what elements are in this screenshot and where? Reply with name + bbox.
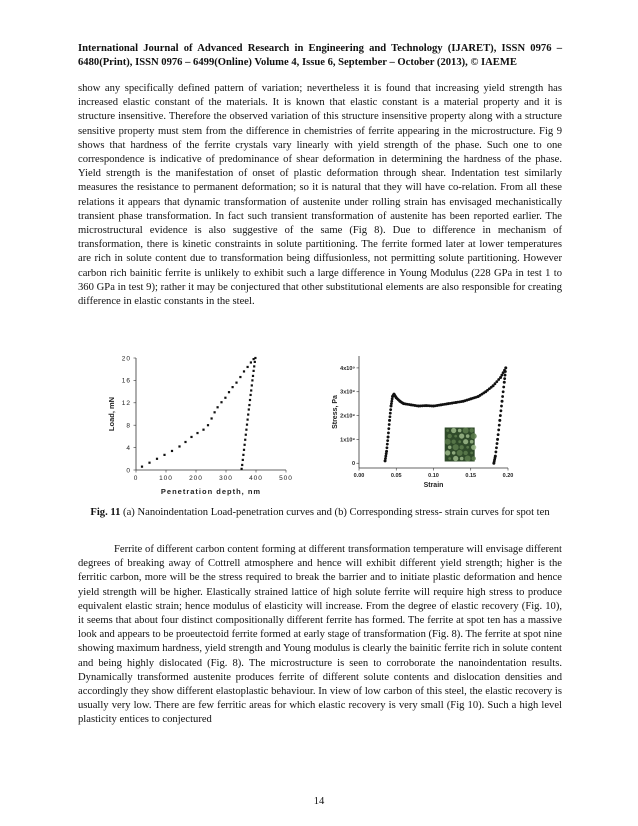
data-point-interp	[389, 408, 392, 411]
data-point	[184, 441, 186, 443]
data-point	[250, 361, 252, 363]
data-point-interp	[390, 402, 393, 405]
data-point-interp	[504, 370, 507, 373]
data-point-interp	[494, 382, 497, 385]
data-point	[250, 394, 252, 396]
data-point	[239, 376, 241, 378]
load-penetration-chart	[107, 355, 293, 496]
micrograph-grain	[466, 434, 470, 438]
stress-strain-chart	[332, 356, 513, 489]
data-point-interp	[430, 405, 433, 408]
x-tick-label: 0.15	[465, 473, 477, 479]
data-point-interp	[386, 439, 389, 442]
y-tick-label: 3x10⁹	[340, 389, 355, 396]
figure-11-charts	[78, 348, 562, 498]
paragraph-1: show any specifically defined pattern of variation; nevertheless it is found that increasing yield strength has increased elastic constant of the materials. It is known that elastic constant is a material property and it is structure insensitive. Therefore the observed variation of this structure insensitive property along with a structure sensitive property must stem from the difference in chemistries of ferrite appearing in the microstructure. Fig 9 shows that hardness of the ferrite crystals vary linearly with yield strength of the phase. Such one to one correspondence is indicative of predominance of shear deformation in determining the hardness of the phase. Yield strength is the manifestation of onset of plastic deformation through shear. Indentation test similarly measures the resistance to permanent deformation; so it is natural that they will have co-relation. From all these relations it appears that dynamic transformation of austenite under rolling strain has envisaged mechanistically transient phase transformation. In fact such transient transformation of austenite has been reported earlier. The microstructural evidence is also suggestive of the same (Fig 8). Due to difference in mechanism of transformation, there is kinetic constraints in solute partitioning. The ferrite formed later at lower temperatures are rich in solute content due to transformation being diffusionless, not permitting solute partitioning. However carbon rich bainitic ferrite is unlikely to exhibit such a large difference in Young Modulus (228 GPa in test 1 to 360 GPa in test 9); rather it may be conjectured that other substitutional elements are also responsible for creating difference in elastic constants in the steel.	[78, 83, 562, 308]
micrograph-grain	[471, 433, 477, 439]
data-point	[254, 361, 256, 363]
data-point-interp	[387, 427, 390, 430]
data-point-interp	[498, 424, 501, 427]
x-tick-label: 0	[133, 475, 139, 482]
data-point	[250, 389, 252, 391]
data-point	[247, 413, 249, 415]
data-point	[163, 454, 165, 456]
micrograph-grain	[457, 450, 463, 456]
data-point-interp	[482, 392, 485, 395]
data-point-interp	[445, 403, 448, 406]
micrograph-grain	[463, 451, 467, 455]
data-point	[220, 401, 222, 403]
data-point	[241, 464, 243, 466]
micrograph-grain	[446, 429, 449, 432]
data-point	[248, 408, 250, 410]
data-point-interp	[502, 386, 505, 389]
data-point-interp	[493, 460, 496, 463]
data-point	[498, 419, 501, 422]
micrograph-inset	[445, 427, 477, 461]
micrograph-grain	[470, 440, 474, 444]
figure-caption	[78, 506, 562, 520]
data-point-interp	[502, 390, 505, 393]
data-point	[503, 381, 506, 384]
micrograph-grain	[469, 428, 473, 432]
micrograph-grain	[463, 439, 468, 444]
data-point	[247, 366, 249, 368]
x-tick-label: 100	[159, 475, 173, 482]
data-point-interp	[497, 428, 500, 431]
micrograph-grain	[451, 439, 455, 443]
y-tick-label: 0	[126, 467, 131, 475]
micrograph-grain	[459, 445, 463, 449]
data-point-interp	[423, 404, 426, 407]
journal-header: International Journal of Advanced Research in Engineering and Technology (IJARET), ISSN 0976 – 6480(Print), ISSN 0976 – 6499(Online) Volume 4, Issue 6, September – October (2013), © IAEME	[78, 43, 562, 68]
data-point-interp	[384, 457, 387, 460]
y-tick-label: 16	[121, 377, 131, 385]
data-point	[245, 434, 247, 436]
data-point	[249, 399, 251, 401]
data-point-interp	[388, 423, 391, 426]
data-point	[207, 424, 209, 426]
x-tick-label: 500	[279, 475, 293, 482]
micrograph-grain	[465, 455, 471, 461]
data-point	[253, 370, 255, 372]
data-point-interp	[500, 405, 503, 408]
data-point	[232, 386, 234, 388]
x-axis-label: Strain	[423, 482, 444, 489]
micrograph-grain	[454, 435, 457, 438]
data-point	[190, 436, 192, 438]
micrograph-grain	[445, 439, 451, 445]
x-tick-label: 200	[189, 475, 203, 482]
y-tick-label: 1x10⁹	[340, 437, 355, 444]
micrograph-grain	[445, 450, 450, 455]
x-tick-label: 300	[219, 475, 233, 482]
data-point-interp	[391, 397, 394, 400]
micrograph-grain	[471, 456, 475, 460]
paragraph-2: Ferrite of different carbon content forming at different transformation temperature will envisage different degrees of breaking away of Cottrell atmosphere and hence will exhibit different yield strength; higher is the ferritic carbon, more will be the stress required to break the barrier and to initiate plastic deformation and hence yield strength will be higher. Elastically strained lattice of high solute ferrite will require high stress to produce equivalent elastic strain; hence modulus of elasticity will increase. From the degree of elastic recovery (Fig. 10), it seems that about four distinct compositionally different ferrite has formed. The ferrite at spot ten has a massive look and appears to be proeutectoid ferrite formed at early stage of transformation (Fig. 8). The ferrite at spot nine showing maximum hardness, yield strength and Young modulus is clearly the bainitic ferrite rich in solute content and being highly dislocated (Fig. 8). The microstructure is seen to corroborate the nanoindentation results. Dynamically transformed austenite produces ferrite of different solute contents and dislocation densities and accordingly they show different elastoplastic behaviour. In view of low carbon of this steel, the elastic recovery is usually very low. There are few ferritic areas for which elastic recovery is very small (Fig 10). Such a high level plasticity entices to conjectured	[78, 544, 562, 726]
data-point	[252, 375, 254, 377]
data-point-interp	[389, 412, 392, 415]
micrograph-grain	[451, 428, 456, 433]
data-point	[141, 466, 143, 468]
y-tick-label: 12	[121, 400, 131, 408]
data-point	[235, 382, 237, 384]
x-tick-label: 0.05	[390, 473, 402, 479]
micrograph-grain	[453, 444, 459, 450]
data-point	[245, 429, 247, 431]
y-axis-label: Stress, Pa	[332, 395, 339, 429]
data-point	[211, 417, 213, 419]
y-tick-label: 20	[121, 355, 131, 363]
y-tick-label: 0	[351, 461, 355, 468]
micrograph-grain	[460, 457, 464, 461]
data-point-interp	[503, 377, 506, 380]
data-point-interp	[497, 433, 500, 436]
data-point	[171, 450, 173, 452]
micrograph-grain	[452, 451, 456, 455]
y-tick-label: 4x10⁹	[340, 365, 355, 372]
x-tick-label: 0.10	[428, 473, 439, 479]
data-point	[247, 419, 249, 421]
data-point-interp	[504, 374, 507, 377]
data-point-interp	[496, 442, 499, 445]
data-point	[246, 424, 248, 426]
figure-11	[78, 348, 562, 498]
data-point	[228, 391, 230, 393]
data-point-interp	[453, 401, 456, 404]
data-point-interp	[500, 409, 503, 412]
data-point-interp	[390, 400, 393, 403]
data-point	[244, 444, 246, 446]
data-point	[242, 459, 244, 461]
figure-caption-text: (a) Nanoindentation Load-penetration curves and (b) Corresponding stress- strain curves for spot ten	[120, 507, 550, 518]
x-tick-label: 400	[249, 475, 263, 482]
data-point-interp	[501, 395, 504, 398]
data-point	[253, 365, 255, 367]
data-point-interp	[475, 396, 478, 399]
data-point	[196, 432, 198, 434]
micrograph-grain	[447, 434, 451, 438]
micrograph-grain	[458, 429, 462, 433]
micrograph-grain	[448, 457, 451, 460]
page-number: 14	[313, 796, 325, 807]
y-tick-label: 8	[126, 422, 131, 430]
data-point	[251, 379, 253, 381]
data-point-interp	[494, 451, 497, 454]
data-point	[248, 404, 250, 406]
data-point	[388, 419, 391, 422]
data-point	[501, 400, 504, 403]
micrograph-grain	[459, 433, 464, 438]
data-point-interp	[495, 380, 498, 383]
data-point-interp	[460, 400, 463, 403]
micrograph-grain	[466, 446, 469, 449]
micrograph-grain	[448, 445, 452, 449]
data-point	[243, 449, 245, 451]
data-point	[148, 462, 150, 464]
data-point-interp	[500, 374, 503, 377]
y-tick-label: 2x10⁹	[340, 413, 355, 420]
data-point-interp	[499, 414, 502, 417]
data-point-interp	[387, 431, 390, 434]
x-axis-label: Penetration depth, nm	[160, 487, 262, 496]
data-point-interp	[495, 446, 498, 449]
data-point	[496, 438, 499, 441]
data-point	[387, 436, 390, 439]
data-point-interp	[389, 415, 392, 418]
data-point-interp	[415, 404, 418, 407]
data-point-interp	[401, 402, 404, 405]
data-point	[214, 411, 216, 413]
data-point	[251, 384, 253, 386]
data-point	[217, 406, 219, 408]
data-point	[202, 429, 204, 431]
y-axis-label: Load, mN	[107, 396, 116, 432]
data-point	[244, 439, 246, 441]
figure-caption-label: Fig. 11	[90, 507, 121, 518]
data-point	[156, 458, 158, 460]
micrograph-grain	[470, 451, 473, 454]
data-point-interp	[386, 446, 389, 449]
data-point-interp	[490, 386, 493, 389]
data-point-interp	[497, 378, 500, 381]
y-tick-label: 4	[126, 444, 131, 452]
micrograph-grain	[471, 445, 476, 450]
micrograph-background	[445, 427, 475, 461]
x-tick-label: 0.20	[502, 473, 514, 479]
data-point-interp	[408, 403, 411, 406]
data-point-interp	[386, 443, 389, 446]
data-point-interp	[438, 404, 441, 407]
data-point-interp	[384, 455, 387, 458]
micrograph-grain	[453, 456, 458, 461]
x-tick-label: 0.00	[353, 473, 365, 479]
data-point	[241, 468, 243, 470]
data-point-interp	[385, 452, 388, 455]
data-point	[242, 454, 244, 456]
data-point	[243, 370, 245, 372]
data-point	[224, 397, 226, 399]
micrograph-grain	[463, 427, 469, 433]
data-point	[254, 357, 256, 359]
micrograph-grain	[458, 440, 461, 443]
data-point	[178, 445, 180, 447]
data-point-interp	[467, 398, 470, 401]
